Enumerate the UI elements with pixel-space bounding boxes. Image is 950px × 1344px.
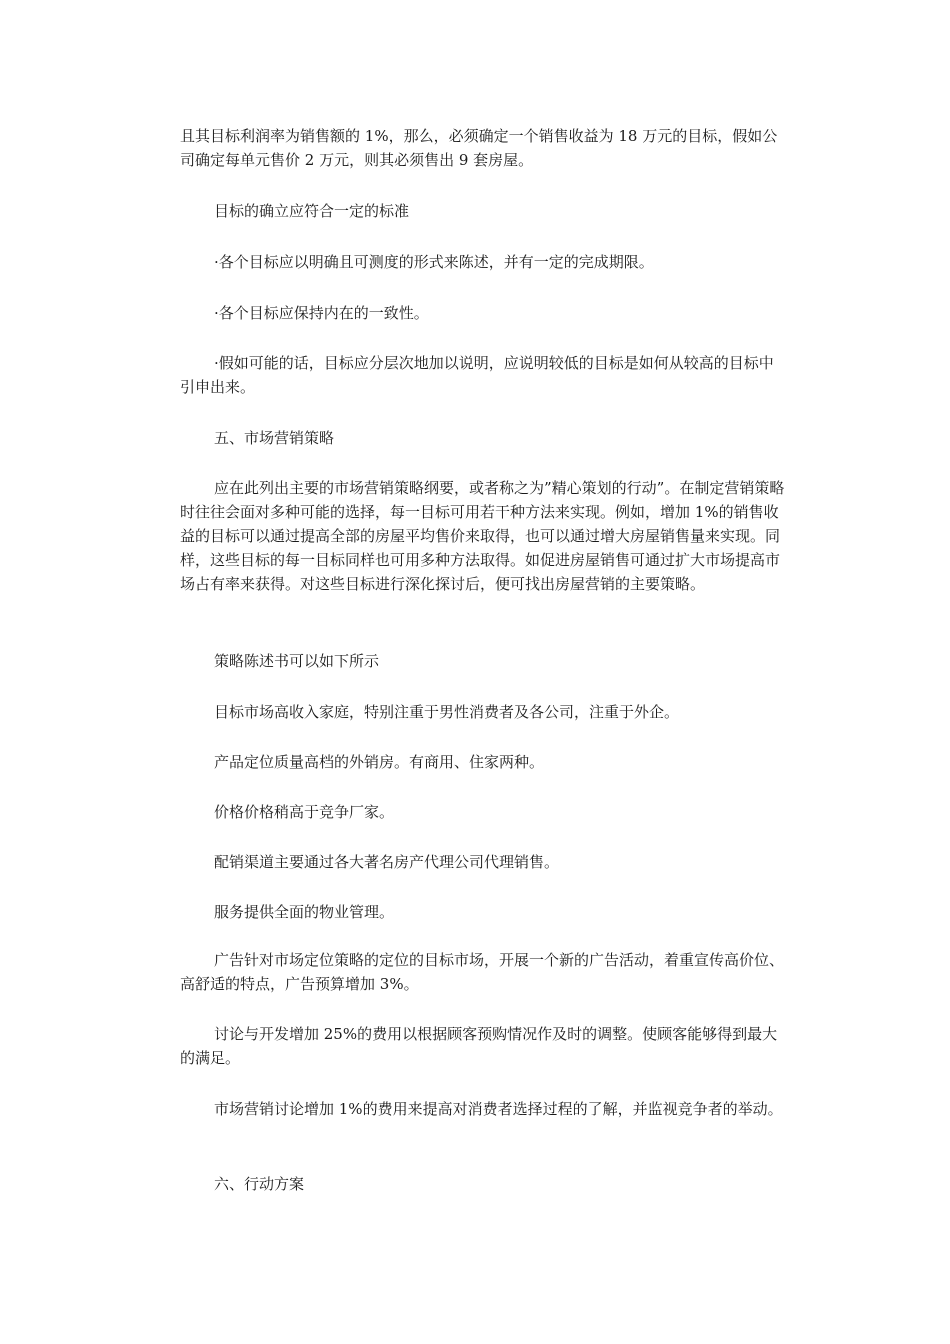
section-heading-marketing-strategy: 五、市场营销策略 [214, 429, 335, 447]
section-heading-action-plan: 六、行动方案 [214, 1175, 305, 1193]
strategy-advertising: 广告针对市场定位策略的定位的目标市场，开展一个新的广告活动，着重宣传高价位、高舒适的特点，广告预算增加 3%。 [180, 951, 785, 993]
bullet-consistent-goals: ·各个目标应保持内在的一致性。 [214, 304, 429, 322]
strategy-research-development: 讨论与开发增加 25%的费用以根据顾客预购情况作及时的调整。使顾客能够得到最大的满足。 [180, 1025, 778, 1067]
strategy-price: 价格价格稍高于竞争厂家。 [214, 803, 395, 821]
paragraph-strategy-statement-heading: 策略陈述书可以如下所示 [214, 652, 380, 670]
strategy-service: 服务提供全面的物业管理。 [214, 903, 395, 921]
strategy-market-research: 市场营销讨论增加 1%的费用来提高对消费者选择过程的了解，并监视竞争者的举动。 [214, 1100, 783, 1118]
paragraph-target-profit: 且其目标利润率为销售额的 1%，那么，必须确定一个销售收益为 18 万元的目标，假如公司确定每单元售价 2 万元，则其必须售出 9 套房屋。 [180, 127, 778, 169]
paragraph-target-standard-heading: 目标的确立应符合一定的标准 [214, 202, 410, 220]
strategy-distribution: 配销渠道主要通过各大著名房产代理公司代理销售。 [214, 853, 560, 871]
bullet-hierarchical-goals: ·假如可能的话，目标应分层次地加以说明，应说明较低的目标是如何从较高的目标中引申出来。 [180, 354, 774, 396]
paragraph-marketing-strategy: 应在此列出主要的市场营销策略纲要，或者称之为”精心策划的行动”。在制定营销策略时往往会面对多种可能的选择，每一目标可用若干种方法来实现。例如，增加 1%的销售收益的目标可以通过提高全部的房屋平均售价来取得，也可以通过增大房屋销售量来实现。同样，这些目标的每一目标同样也可用多种方法取得。如促进房屋销售可通过扩大市场提高市场占有率来获得。对这些目标进行深化探讨后，便可找出房屋营销的主要策略。 [180, 479, 785, 593]
strategy-target-market: 目标市场高收入家庭，特别注重于男性消费者及各公司，注重于外企。 [214, 703, 680, 721]
strategy-product-positioning: 产品定位质量高档的外销房。有商用、住家两种。 [214, 753, 545, 771]
bullet-measurable-goals: ·各个目标应以明确且可测度的形式来陈述，并有一定的完成期限。 [214, 253, 654, 271]
